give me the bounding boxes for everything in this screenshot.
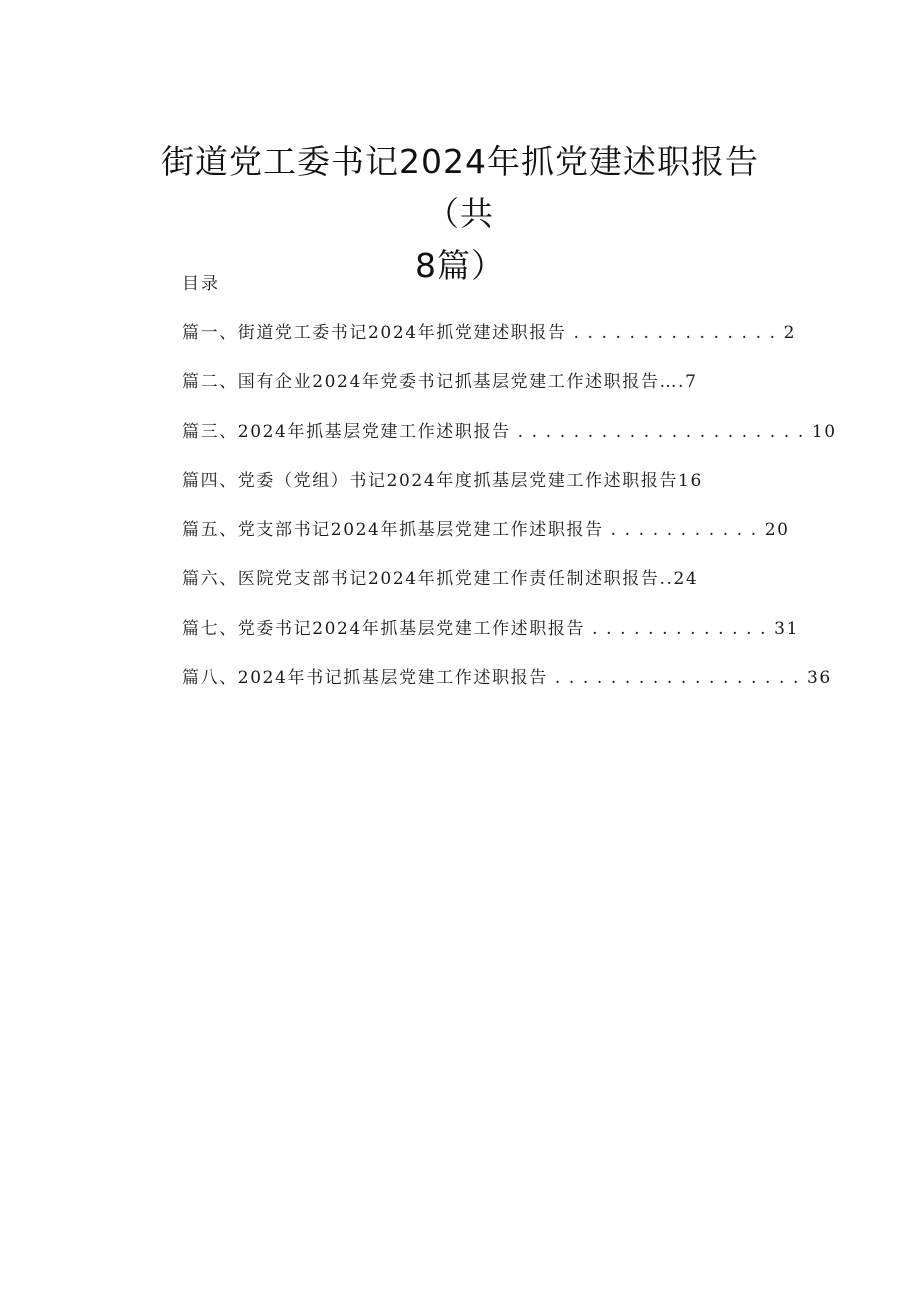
document-title	[130, 136, 790, 292]
toc-entry-7[interactable]	[182, 616, 799, 665]
document-title-line-1: 街道党工委书记2024年抓党建述职报告（共	[161, 142, 759, 233]
document-title-line-2: 8篇）	[415, 246, 505, 285]
toc-entry-6[interactable]	[182, 566, 782, 615]
toc-entry-5[interactable]	[182, 517, 790, 566]
toc-entry-text: 篇八、2024年书记抓基层党建工作述职报告 . . . . . . . . . . . . . . . . . . 36	[182, 668, 832, 689]
toc-entry-4[interactable]	[182, 468, 782, 517]
toc-entry-text: 篇七、党委书记2024年抓基层党建工作述职报告 . . . . . . . . . . . . . 31	[182, 618, 799, 639]
toc-heading: 目录	[182, 274, 220, 294]
toc-entry-1[interactable]	[182, 320, 796, 369]
table-of-contents	[182, 320, 837, 714]
toc-entry-text: 篇二、国有企业2024年党委书记抓基层党建工作述职报告….7	[182, 372, 698, 393]
toc-entry-text: 篇一、街道党工委书记2024年抓党建述职报告 . . . . . . . . . . . . . . . 2	[182, 323, 796, 343]
toc-entry-text: 篇三、2024年抓基层党建工作述职报告 . . . . . . . . . . . . . . . . . . . . . 10	[182, 421, 837, 442]
toc-entry-text: 篇四、党委（党组）书记2024年度抓基层党建工作述职报告16	[182, 470, 703, 491]
toc-entry-text: 篇五、党支部书记2024年抓基层党建工作述职报告 . . . . . . . . . . . 20	[182, 520, 790, 541]
toc-entry-text: 篇六、医院党支部书记2024年抓党建工作责任制述职报告..24	[182, 569, 699, 590]
toc-entry-3[interactable]	[182, 419, 837, 468]
toc-entry-8[interactable]	[182, 665, 832, 714]
toc-entry-2[interactable]	[182, 369, 782, 418]
